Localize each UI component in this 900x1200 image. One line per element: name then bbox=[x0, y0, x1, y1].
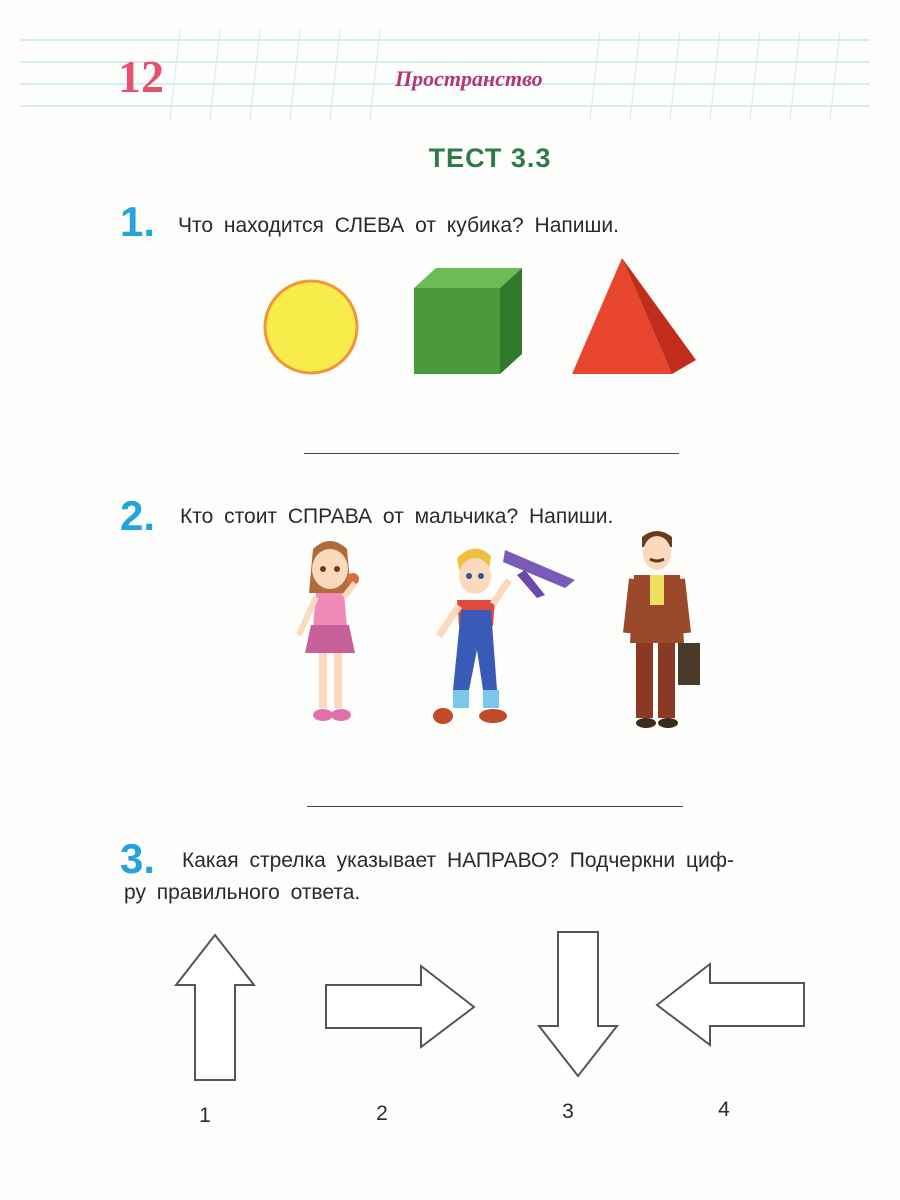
section-title: Пространство bbox=[395, 66, 543, 91]
question-1-text: Что находится СЛЕВА от кубика? Напиши. bbox=[178, 214, 619, 237]
arrow-right-icon bbox=[324, 964, 478, 1050]
question-3-text-line2: ру правильного ответа. bbox=[124, 881, 361, 904]
arrow-label-4[interactable]: 4 bbox=[718, 1098, 730, 1121]
answer-line-2[interactable] bbox=[307, 806, 683, 807]
question-2-number: 2. bbox=[120, 492, 156, 539]
boy-figure bbox=[425, 540, 585, 735]
arrow-up-icon bbox=[172, 933, 258, 1083]
question-3-text-line1: Какая стрелка указывает НАПРАВО? Подчеркни циф- bbox=[182, 849, 735, 872]
arrow-down-icon bbox=[535, 930, 621, 1080]
girl-figure bbox=[285, 535, 375, 730]
question-2-text: Кто стоит СПРАВА от мальчика? Напиши. bbox=[180, 505, 614, 528]
man-figure bbox=[620, 525, 710, 730]
question-3-number: 3. bbox=[120, 835, 156, 882]
test-title: ТЕСТ 3.3 bbox=[428, 143, 552, 173]
arrow-left-icon bbox=[654, 962, 808, 1048]
cube-shape bbox=[412, 266, 524, 378]
pyramid-shape bbox=[570, 256, 700, 376]
arrow-label-3[interactable]: 3 bbox=[562, 1100, 574, 1123]
page-number: 12 bbox=[118, 51, 164, 102]
question-1-number: 1. bbox=[120, 198, 156, 245]
arrow-label-2[interactable]: 2 bbox=[376, 1102, 388, 1125]
arrow-label-1[interactable]: 1 bbox=[199, 1104, 211, 1127]
answer-line-1[interactable] bbox=[304, 453, 679, 454]
circle-shape bbox=[262, 278, 360, 376]
